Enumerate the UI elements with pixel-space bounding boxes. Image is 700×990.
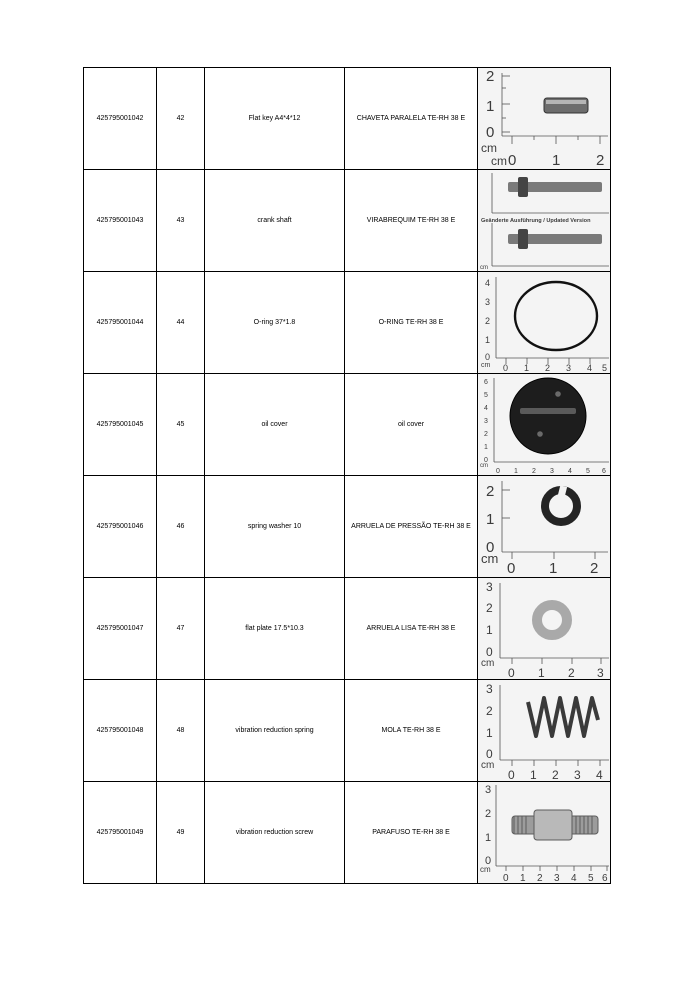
position-number: 47 xyxy=(157,578,205,680)
scale-label: 1 xyxy=(486,623,493,637)
part-name-portuguese: CHAVETA PARALELA TE-RH 38 E xyxy=(345,68,478,170)
scale-label: 0 xyxy=(485,855,492,867)
part-name-portuguese: PARAFUSO TE-RH 38 E xyxy=(345,782,478,884)
scale-label: 0 xyxy=(503,363,509,373)
scale-label: 1 xyxy=(524,363,530,373)
scale-label: 2 xyxy=(485,808,492,820)
scale-unit: cm xyxy=(481,551,499,566)
scale-unit: cm xyxy=(481,362,491,369)
scale-label: 4 xyxy=(485,278,491,288)
scale-label: 2 xyxy=(486,483,495,500)
scale-label: 1 xyxy=(549,560,558,577)
position-number: 46 xyxy=(157,476,205,578)
scale-unit: cm xyxy=(480,463,488,469)
scale-label: 3 xyxy=(554,873,560,883)
scale-ruler xyxy=(500,583,609,664)
scale-label: 2 xyxy=(486,68,495,85)
part-photo-cell xyxy=(478,68,611,170)
scale-label: 0 xyxy=(485,352,491,362)
hole-shape xyxy=(537,431,543,437)
scale-unit: cm xyxy=(480,265,488,271)
part-name-portuguese: ARRUELA DE PRESSÃO TE-RH 38 E xyxy=(345,476,478,578)
scale-label: 1 xyxy=(486,98,495,115)
scale-label: 1 xyxy=(552,152,561,169)
article-number: 425795001046 xyxy=(84,476,157,578)
position-number: 45 xyxy=(157,374,205,476)
scale-label: 2 xyxy=(590,560,599,577)
article-number: 425795001043 xyxy=(84,170,157,272)
part-photo-cell xyxy=(478,170,611,272)
scale-label: 0 xyxy=(486,747,493,761)
scale-label: 4 xyxy=(571,873,577,883)
scale-label: 0 xyxy=(508,768,515,781)
scale-label: 1 xyxy=(520,873,526,883)
highlight-shape xyxy=(546,100,586,104)
part-name-portuguese: ARRUELA LISA TE-RH 38 E xyxy=(345,578,478,680)
crank-shaft-upper xyxy=(508,177,602,197)
part-photo-cell xyxy=(478,680,611,782)
scale-label: 0 xyxy=(486,124,495,141)
oil-cover-part xyxy=(510,378,586,454)
table-row xyxy=(84,680,611,782)
scale-label: 4 xyxy=(568,468,572,475)
part-name-english: vibration reduction spring xyxy=(205,680,345,782)
scale-label: 1 xyxy=(485,832,492,844)
table-row xyxy=(84,170,611,272)
scale-label: 1 xyxy=(485,335,491,345)
scale-label: 6 xyxy=(484,379,488,386)
parts-table xyxy=(83,67,611,884)
screw-collar-shape xyxy=(534,810,572,840)
scale-label: 5 xyxy=(586,468,590,475)
scale-label: 2 xyxy=(486,704,493,718)
part-name-portuguese: oil cover xyxy=(345,374,478,476)
scale-label: 0 xyxy=(508,152,517,169)
updated-version-note: Geänderte Ausführung / Updated Version xyxy=(481,218,591,224)
position-number: 42 xyxy=(157,68,205,170)
scale-label: 3 xyxy=(574,768,581,781)
part-photo-cell xyxy=(478,578,611,680)
scale-unit: cm xyxy=(481,141,497,155)
scale-label: 2 xyxy=(568,666,575,679)
scale-label: 4 xyxy=(596,768,603,781)
scale-label: 0 xyxy=(486,539,495,556)
scale-label: 3 xyxy=(486,580,493,594)
scale-label: 0 xyxy=(508,666,515,679)
flat-washer-part xyxy=(537,605,567,635)
crank-shaft-lower xyxy=(508,229,602,249)
scale-label: 4 xyxy=(587,363,593,373)
spring-washer-photo xyxy=(478,476,611,577)
part-name-english: Flat key A4*4*12 xyxy=(205,68,345,170)
position-number: 48 xyxy=(157,680,205,782)
scale-label: 5 xyxy=(602,363,608,373)
screw-photo xyxy=(478,782,611,883)
part-photo-cell xyxy=(478,782,611,884)
article-number: 425795001045 xyxy=(84,374,157,476)
part-name-english: O-ring 37*1.8 xyxy=(205,272,345,374)
part-name-english: flat plate 17.5*10.3 xyxy=(205,578,345,680)
part-name-portuguese: MOLA TE-RH 38 E xyxy=(345,680,478,782)
o-ring-part xyxy=(515,282,597,350)
part-name-english: crank shaft xyxy=(205,170,345,272)
hole-shape xyxy=(555,391,561,397)
oil-cover-photo xyxy=(478,374,611,475)
scale-label: 3 xyxy=(486,682,493,696)
scale-label: 2 xyxy=(552,768,559,781)
scale-label: 0 xyxy=(503,873,509,883)
scale-label: 2 xyxy=(484,431,488,438)
scale-label: 1 xyxy=(514,468,518,475)
position-number: 43 xyxy=(157,170,205,272)
spring-photo xyxy=(478,680,611,781)
table-row xyxy=(84,374,611,476)
article-number: 425795001042 xyxy=(84,68,157,170)
scale-label: 3 xyxy=(485,297,491,307)
scale-unit: cm xyxy=(491,154,507,168)
flat-washer-photo xyxy=(478,578,611,679)
table-row xyxy=(84,68,611,170)
table-row xyxy=(84,476,611,578)
scale-label: 3 xyxy=(566,363,572,373)
scale-label: 2 xyxy=(545,363,551,373)
part-name-portuguese: VIRABREQUIM TE-RH 38 E xyxy=(345,170,478,272)
scale-unit: cm xyxy=(481,760,495,771)
article-number: 425795001044 xyxy=(84,272,157,374)
table-row xyxy=(84,578,611,680)
scale-label: 3 xyxy=(550,468,554,475)
position-number: 44 xyxy=(157,272,205,374)
scale-label: 6 xyxy=(602,873,608,883)
scale-label: 5 xyxy=(484,392,488,399)
scale-label: 0 xyxy=(484,457,488,464)
spring-part xyxy=(528,698,598,736)
crank-shaft-photo xyxy=(478,170,611,271)
table-row xyxy=(84,272,611,374)
scale-label: 3 xyxy=(484,418,488,425)
scale-label: 3 xyxy=(597,666,604,679)
part-name-english: vibration reduction screw xyxy=(205,782,345,884)
scale-label: 2 xyxy=(532,468,536,475)
article-number: 425795001049 xyxy=(84,782,157,884)
scale-unit: cm xyxy=(480,865,491,874)
scale-label: 3 xyxy=(485,784,492,796)
part-photo-cell xyxy=(478,272,611,374)
part-photo-cell xyxy=(478,476,611,578)
scale-label: 0 xyxy=(507,560,516,577)
scale-label: 2 xyxy=(485,316,491,326)
article-number: 425795001048 xyxy=(84,680,157,782)
table-row xyxy=(84,782,611,884)
part-name-english: spring washer 10 xyxy=(205,476,345,578)
scale-label: 4 xyxy=(484,405,488,412)
scale-label: 0 xyxy=(496,468,500,475)
part-photo-cell xyxy=(478,374,611,476)
article-number: 425795001047 xyxy=(84,578,157,680)
part-name-portuguese: O-RING TE-RH 38 E xyxy=(345,272,478,374)
scale-unit: cm xyxy=(481,658,495,669)
scale-label: 1 xyxy=(538,666,545,679)
slot-shape xyxy=(520,408,576,414)
scale-label: 2 xyxy=(596,152,605,169)
scale-label: 1 xyxy=(486,726,493,740)
scale-label: 1 xyxy=(484,444,488,451)
position-number: 49 xyxy=(157,782,205,884)
scale-label: 1 xyxy=(486,511,495,528)
scale-label: 2 xyxy=(486,601,493,615)
scale-label: 1 xyxy=(530,768,537,781)
part-name-english: oil cover xyxy=(205,374,345,476)
scale-label: 0 xyxy=(486,645,493,659)
scale-label: 2 xyxy=(537,873,543,883)
o-ring-photo xyxy=(478,272,611,373)
flat-key-photo xyxy=(478,68,611,169)
scale-label: 5 xyxy=(588,873,594,883)
scale-label: 6 xyxy=(602,468,606,475)
